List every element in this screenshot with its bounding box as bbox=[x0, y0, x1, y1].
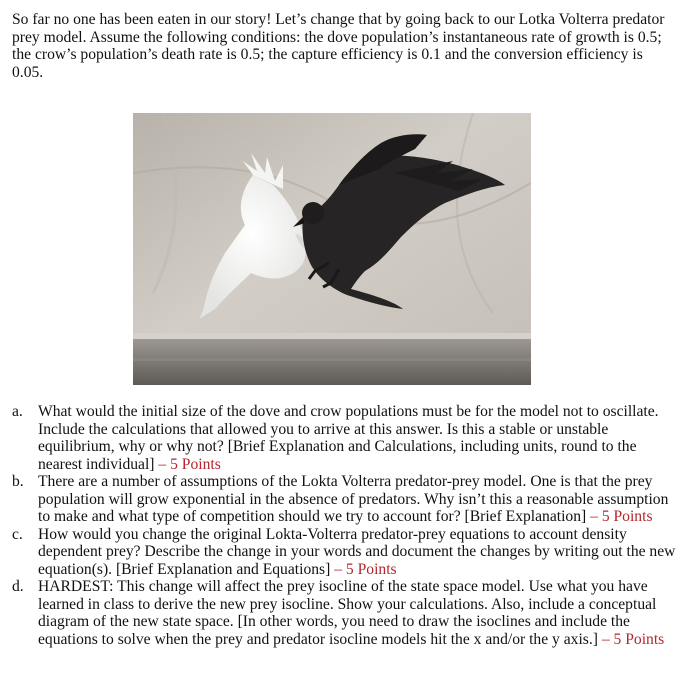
question-a bbox=[12, 403, 684, 473]
question-c-marker: c. bbox=[12, 525, 23, 543]
question-d-text: HARDEST: This change will affect the prey isocline of the state space model. Use what you have learned in class to derive the new prey isocline. Show your calculations. Also, include a conceptual diagram of the new state space. [In other words, you need to draw the isoclines and include the equations to solve when the prey and predator isocline models hit the x and/or the y axis.] bbox=[38, 578, 657, 648]
question-b bbox=[12, 473, 684, 526]
question-b-points: – 5 Points bbox=[586, 508, 653, 525]
question-a-points: – 5 Points bbox=[154, 455, 221, 473]
question-c-text: How would you change the original Lokta-Volterra predator-prey equations to account density dependent prey? Describe the change in your words and document the changes by writing out the new equation(s). [Brief Explanation and Equations] bbox=[38, 525, 676, 578]
question-list bbox=[12, 403, 684, 648]
question-a-text: What would the initial size of the dove and crow populations must be for the model not to oscillate. Include the calculations that allowed you to arrive at this answer. Is this a stable or unstable equilibrium, why or why not? [Brief Explanation and Calculations, including units, round to the nearest individual] bbox=[38, 403, 659, 473]
question-b-marker: b. bbox=[12, 473, 24, 490]
question-d-marker: d. bbox=[12, 578, 24, 595]
question-c bbox=[12, 526, 684, 579]
question-c-points: – 5 Points bbox=[330, 560, 397, 578]
question-b-text: There are a number of assumptions of the Lokta Volterra predator-prey model. One is that the prey population will grow exponential in the absence of predators. Why isn’t this a reasonable assumption to make and what type of competition should we try to account for? [Brief Explanation] bbox=[38, 473, 669, 525]
question-a-marker: a. bbox=[12, 403, 23, 420]
question-d bbox=[12, 578, 684, 648]
crow-attacking-dove-photo bbox=[133, 113, 531, 385]
question-d-points: – 5 Points bbox=[597, 630, 665, 648]
intro-paragraph: So far no one has been eaten in our story! Let’s change that by going back to our Lotka Volterra predator prey model. Assume the following conditions: the dove population’s instantaneous rate of growth is 0.5; the crow’s population’s death rate is 0.5; the capture efficiency is 0.1 and the conversion efficiency is 0.05. bbox=[12, 11, 665, 81]
